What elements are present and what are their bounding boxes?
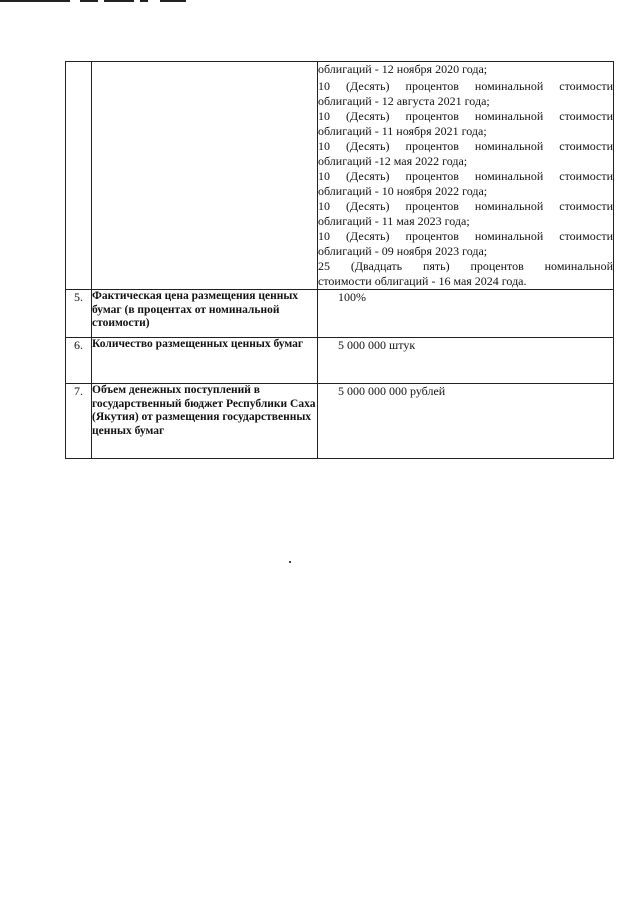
schedule-line: облигаций - 11 мая 2023 года; [318,214,470,228]
table-row-6 [66,338,614,384]
schedule-line: облигаций - 12 августа 2021 года; [318,94,490,108]
schedule-line: 10 (Десять) процентов номинальной стоимости [318,109,613,123]
schedule-line: 25 (Двадцать пять) процентов номинальной [318,259,613,273]
row-number: 7. [66,384,92,459]
schedule-line: облигаций -12 мая 2022 года; [318,154,468,168]
schedule-line: 10 (Десять) процентов номинальной стоимости [318,79,613,93]
row-value: 5 000 000 штук [338,338,416,352]
schedule-line: стоимости облигаций - 16 мая 2024 года. [318,274,527,288]
schedule-line: облигаций - 09 ноября 2023 года; [318,244,488,258]
row-name [92,62,318,290]
table-row-7 [66,384,614,459]
row-number [66,62,92,290]
schedule-line: 10 (Десять) процентов номинальной стоимости [318,229,613,243]
securities-table [65,61,614,459]
schedule-line: 10 (Десять) процентов номинальной стоимости [318,139,613,153]
row-value: 5 000 000 000 рублей [338,384,446,398]
scan-edge-mark [0,0,190,2]
row-number: 5. [66,290,92,338]
schedule-line: 10 (Десять) процентов номинальной стоимости [318,169,613,183]
schedule-line: 10 (Десять) процентов номинальной стоимости [318,199,613,213]
table-row-5 [66,290,614,338]
table-row-4 [66,62,614,290]
schedule-line: облигаций - 12 ноября 2020 года; [318,62,488,76]
schedule-line: облигаций - 11 ноября 2021 года; [318,124,487,138]
row-number: 6. [66,338,92,384]
row-name: Количество размещенных ценных бумаг [92,338,318,384]
repayment-schedule [318,62,614,290]
scan-speck [289,561,291,563]
row-name: Фактическая цена размещения ценных бумаг (в процентах от номинальной стоимости) [92,290,318,338]
row-name: Объем денежных поступлений в государственный бюджет Республики Саха (Якутия) от размещения государственных ценных бумаг [92,384,318,459]
schedule-line: облигаций - 10 ноября 2022 года; [318,184,488,198]
row-value: 100% [338,290,366,304]
